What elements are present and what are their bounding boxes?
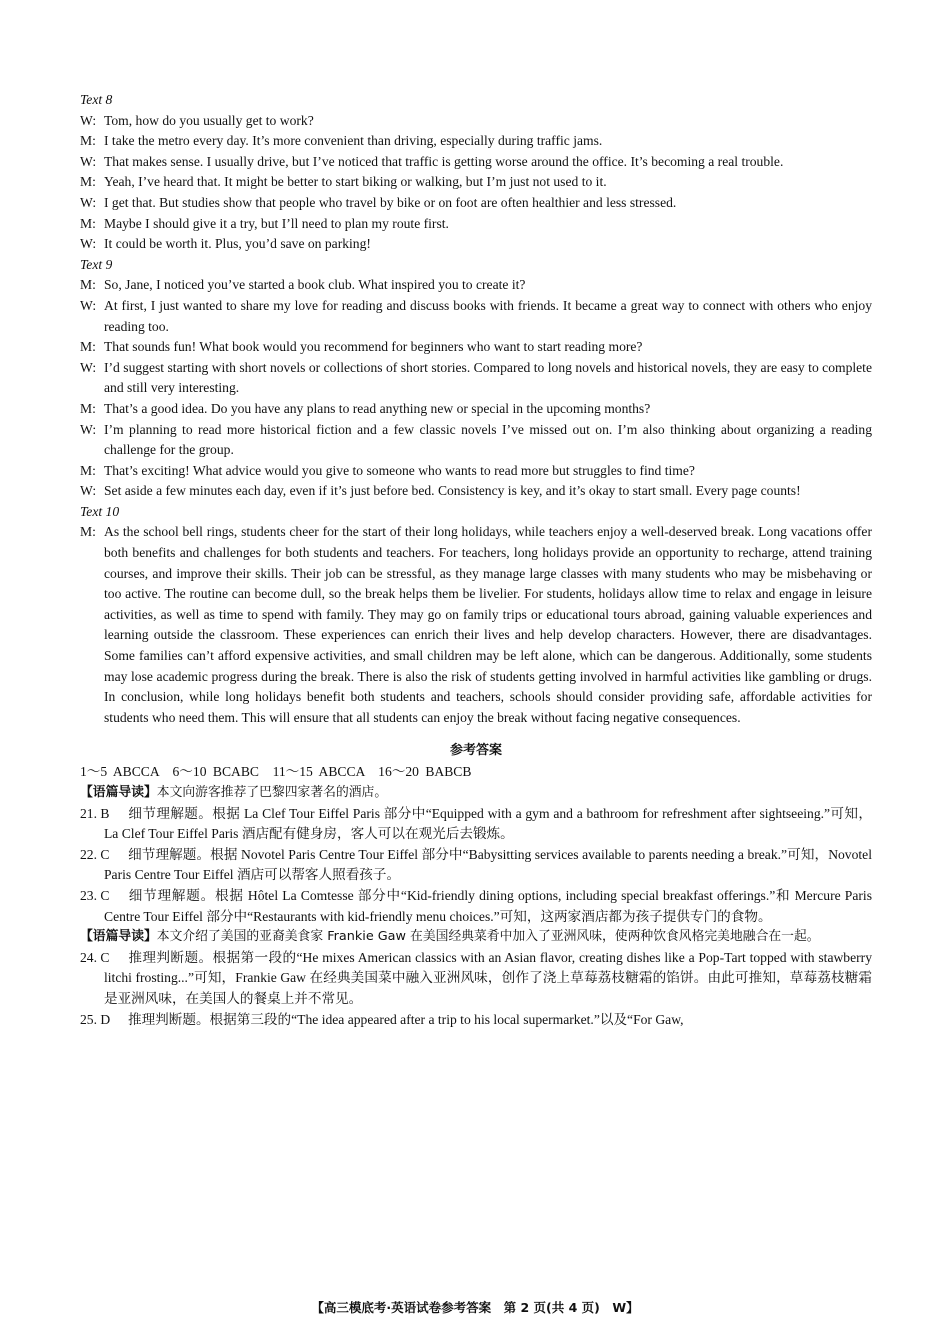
page-footer: 【高三模底考·英语试卷参考答案 第 2 页(共 4 页) W】 bbox=[311, 1300, 639, 1315]
line-text: So, Jane, I noticed you’ve started a book club. What inspired you to create it? bbox=[104, 277, 526, 293]
dialogue-line bbox=[80, 296, 872, 337]
guide-text: 本文介绍了美国的亚裔美食家 Frankie Gaw 在美国经典菜肴中加入了亚洲风味，使两种饮食风格完美地融合在一起。 bbox=[156, 929, 820, 945]
speaker: M: bbox=[80, 462, 96, 478]
question-number: 24. C bbox=[80, 949, 110, 965]
dialogue-line bbox=[80, 337, 872, 358]
speaker: M: bbox=[80, 524, 96, 540]
dialogue-line bbox=[80, 420, 872, 461]
page-content bbox=[80, 90, 872, 1030]
speaker: W: bbox=[80, 236, 97, 252]
dialogue-line bbox=[80, 399, 872, 420]
line-text: At first, I just wanted to share my love for reading and discuss books with friends. It became a great way to connect with others who enjoy reading too. bbox=[104, 297, 872, 334]
line-text: That makes sense. I usually drive, but I’ve noticed that traffic is getting worse around the office. It’s becoming a real trouble. bbox=[104, 153, 784, 169]
speaker: M: bbox=[80, 277, 96, 293]
dialogue-line bbox=[80, 193, 872, 214]
line-text: Yeah, I’ve heard that. It might be better to start biking or walking, but I’m just not used to it. bbox=[104, 174, 607, 190]
passage-guide bbox=[80, 927, 872, 948]
text-heading: Text 10 bbox=[80, 503, 120, 519]
question-number: 22. C bbox=[80, 846, 110, 862]
answer-explanation bbox=[80, 948, 872, 1010]
guide-tag: 【语篇导读】 bbox=[80, 929, 157, 945]
dialogue-line bbox=[80, 234, 872, 255]
question-number: 21. B bbox=[80, 805, 110, 821]
speaker: M: bbox=[80, 215, 96, 231]
line-text: That’s a good idea. Do you have any plans to read anything new or special in the upcoming months? bbox=[104, 400, 651, 416]
question-number: 25. D bbox=[80, 1011, 111, 1027]
line-text: That sounds fun! What book would you recommend for beginners who want to start reading more? bbox=[104, 339, 643, 355]
line-text: I’d suggest starting with short novels or collections of short stories. Compared to long novels and historical novels, they are easy to complete and still very interesting. bbox=[104, 359, 872, 396]
line-text: It could be worth it. Plus, you’d save on parking! bbox=[104, 236, 371, 252]
guide-text: 本文向游客推荐了巴黎四家著名的酒店。 bbox=[156, 785, 388, 800]
line-text: I’m planning to read more historical fiction and a few classic novels I’ve missed out on. I’m also thinking about organizing a reading challenge for the group. bbox=[104, 421, 872, 458]
explanation-text: 细节理解题。根据 La Clef Tour Eiffel Paris 部分中“Equipped with a gym and a bathroom for refreshment after sightseeing.”可知，La Clef Tour Eiffel Paris 酒店配有健身房，客人可以在观光后去锻炼。 bbox=[104, 805, 872, 842]
dialogue-line bbox=[80, 214, 872, 235]
line-text: Maybe I should give it a try, but I’ll need to plan my route first. bbox=[104, 215, 449, 231]
speaker: W: bbox=[80, 112, 97, 128]
speaker: W: bbox=[80, 297, 97, 313]
dialogue-line bbox=[80, 481, 872, 502]
dialogue-line bbox=[80, 358, 872, 399]
line-text: I take the metro every day. It’s more convenient than driving, especially during traffic jams. bbox=[104, 133, 603, 149]
question-number: 23. C bbox=[80, 887, 110, 903]
explanation-text: 细节理解题。根据 Novotel Paris Centre Tour Eiffel 部分中“Babysitting services available to parents needing a break.”可知，Novotel Paris Centre Tour Eiffel 酒店可以帮客人照看孩子。 bbox=[104, 846, 872, 883]
passage-guide bbox=[80, 783, 872, 804]
speaker: M: bbox=[80, 174, 96, 190]
line-text: I get that. But studies show that people who travel by bike or on foot are often healthier and less stressed. bbox=[104, 194, 677, 210]
speaker: M: bbox=[80, 400, 96, 416]
answer-keys: 1～5 ABCCA 6～10 BCABC 11～15 ABCCA 16～20 BABCB bbox=[80, 764, 472, 780]
explanation-text: 推理判断题。根据第三段的“The idea appeared after a trip to his local supermarket.”以及“For Gaw, bbox=[128, 1011, 684, 1027]
answer-explanation bbox=[80, 845, 872, 886]
answer-explanation bbox=[80, 886, 872, 927]
line-text: As the school bell rings, students cheer for the start of their long holidays, while teachers enjoy a well-deserved break. Long vacations offer both benefits and challenges for both students and teachers. For teachers, long holidays provide an opportunity to recharge, attend training courses, and improve their skills. Their job can be stressful, as they manage large classes with many students who may be misbehaving or too active. The routine can become dull, so the break helps them be livelier. For students, holidays allow time to relax and engage in leisure activities, as well as time to spend with family. They may go on family trips or educational tours abroad, gaining valuable experiences and learning outside the classroom. These experiences can enrich their lives and help develop characters. However, there are disadvantages. Some families can’t afford expensive activities, and small children may be left alone, which can be dangerous. Additionally, some students may lose academic progress during the break. There is also the risk of students getting involved in harmful activities like gambling or drugs. In conclusion, while long holidays benefit both students and teachers, schools should consider providing safe, affordable activities for students who need them. This will ensure that all students can enjoy the break without facing negative consequences. bbox=[104, 524, 872, 725]
explanation-text: 推理判断题。根据第一段的“He mixes American classics with an Asian flavor, creating dishes like a Pop-Tart topped with stawberry litchi frosting...”可知，Frankie Gaw 在经典美国菜中融入亚洲风味，创作了浇上草莓荔枝糖霜的馅饼。由此可推知，草莓荔枝糖霜是亚洲风味，在美国人的餐桌上并不常见。 bbox=[104, 949, 872, 1006]
line-text: Set aside a few minutes each day, even if it’s just before bed. Consistency is key, and it’s okay to start small. Every page counts! bbox=[104, 483, 801, 499]
text-heading: Text 9 bbox=[80, 256, 113, 272]
dialogue-line bbox=[80, 131, 872, 152]
dialogue-line bbox=[80, 461, 872, 482]
text-heading: Text 8 bbox=[80, 92, 113, 107]
dialogue-line bbox=[80, 152, 872, 173]
dialogue-line bbox=[80, 111, 872, 132]
answer-explanation bbox=[80, 1010, 872, 1031]
speaker: W: bbox=[80, 483, 97, 499]
guide-tag: 【语篇导读】 bbox=[80, 785, 157, 800]
answer-section-title: 参考答案 bbox=[449, 743, 502, 759]
line-text: That’s exciting! What advice would you give to someone who wants to read more but struggles to find time? bbox=[104, 462, 695, 478]
monologue bbox=[80, 522, 872, 728]
dialogue-line bbox=[80, 275, 872, 296]
speaker: W: bbox=[80, 421, 97, 437]
line-text: Tom, how do you usually get to work? bbox=[104, 112, 314, 128]
explanation-text: 细节理解题。根据 Hôtel La Comtesse 部分中“Kid-friendly dining options, including special breakfast offerings.”和 Mercure Paris Centre Tour Eiffel 部分中“Restaurants with kid-friendly menu choices.”可知，这两家酒店都为孩子提供专门的食物。 bbox=[104, 887, 872, 924]
dialogue-line bbox=[80, 172, 872, 193]
speaker: M: bbox=[80, 133, 96, 149]
speaker: M: bbox=[80, 339, 96, 355]
answer-explanation bbox=[80, 804, 872, 845]
speaker: W: bbox=[80, 153, 97, 169]
speaker: W: bbox=[80, 359, 97, 375]
speaker: W: bbox=[80, 194, 97, 210]
